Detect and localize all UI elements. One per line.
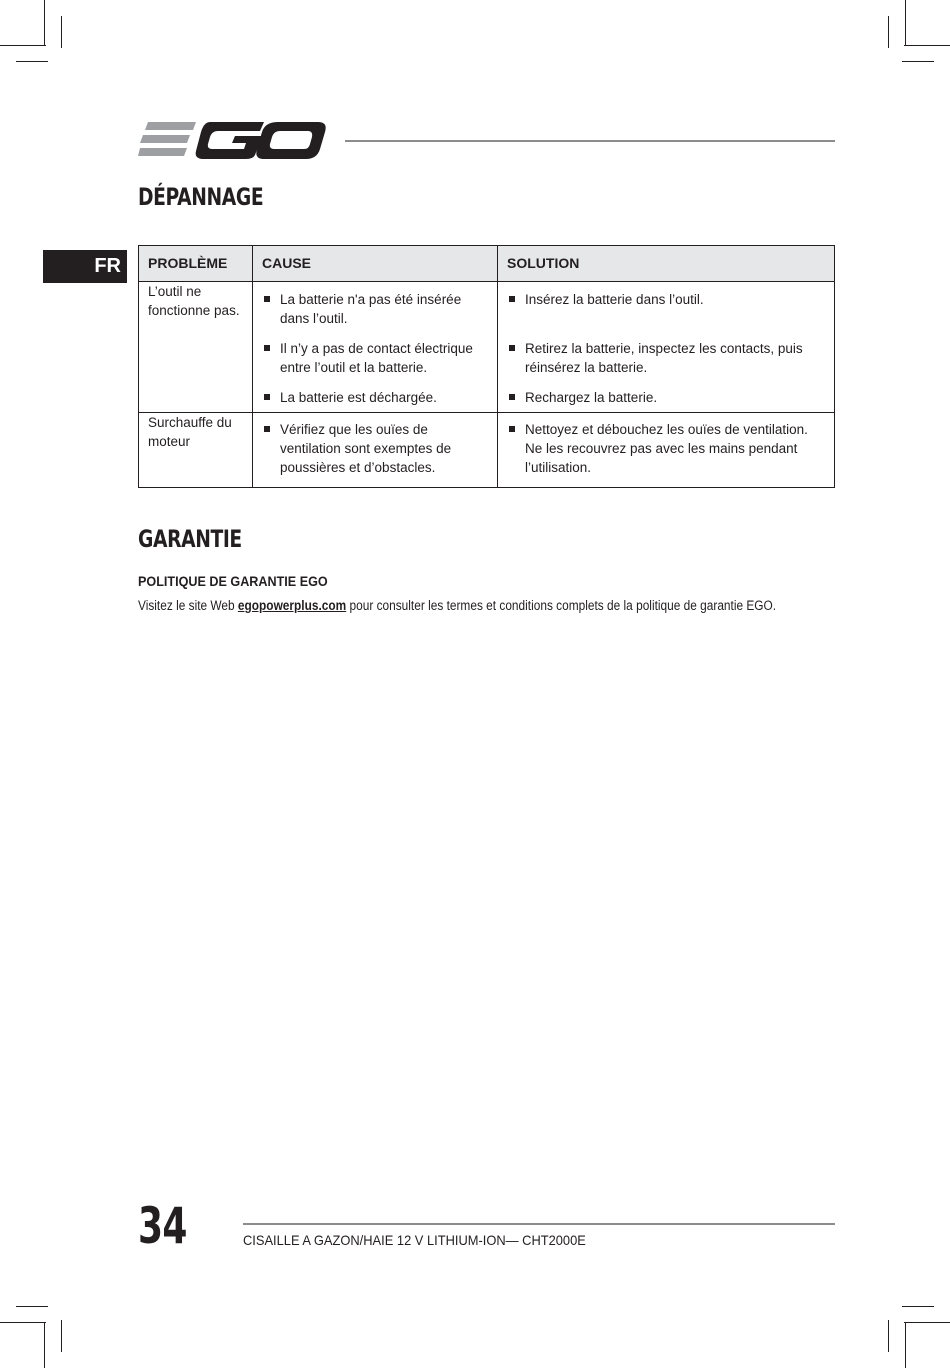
troubleshooting-table bbox=[138, 245, 835, 488]
crop-mark bbox=[904, 45, 950, 46]
crop-mark bbox=[888, 1320, 889, 1352]
crop-mark bbox=[61, 1320, 62, 1352]
cause-cell bbox=[253, 282, 498, 333]
cause-cell bbox=[253, 381, 498, 413]
crop-mark bbox=[61, 16, 62, 48]
problem-cell: Surchauffe du moteur bbox=[139, 413, 253, 488]
table-row bbox=[139, 282, 835, 333]
header-cause: CAUSE bbox=[253, 246, 498, 282]
header-problem: PROBLÈME bbox=[139, 246, 253, 282]
cause-cell bbox=[253, 332, 498, 381]
crop-mark bbox=[902, 1306, 934, 1307]
crop-mark bbox=[0, 45, 46, 46]
table-header-row bbox=[139, 246, 835, 282]
problem-cell: L’outil ne fonctionne pas. bbox=[139, 282, 253, 413]
table-row bbox=[139, 413, 835, 488]
crop-mark bbox=[904, 1322, 950, 1323]
crop-mark bbox=[905, 0, 906, 46]
solution-cell bbox=[498, 332, 835, 381]
header-solution: SOLUTION bbox=[498, 246, 835, 282]
cause-item: Vérifiez que les ouïes de ventilation sont exemptes de poussières et d’obstacles. bbox=[262, 420, 488, 477]
page-number: 34 bbox=[138, 1197, 187, 1255]
solution-cell bbox=[498, 381, 835, 413]
crop-mark bbox=[905, 1322, 906, 1368]
solution-item: Insérez la batterie dans l’outil. bbox=[507, 290, 825, 309]
egopowerplus-link[interactable]: egopowerplus.com bbox=[237, 598, 347, 613]
warranty-text bbox=[138, 598, 776, 613]
warranty-title: GARANTIE bbox=[138, 525, 242, 553]
cause-item: Il n’y a pas de contact électrique entre l’outil et la batterie. bbox=[262, 339, 488, 377]
language-tab: FR bbox=[43, 250, 127, 283]
ego-logo bbox=[138, 118, 328, 162]
footer-rule bbox=[243, 1223, 835, 1225]
crop-mark bbox=[16, 1306, 48, 1307]
solution-item: Nettoyez et débouchez les ouïes de ventilation. Ne les recouvrez pas avec les mains pendant l’utilisation. bbox=[507, 420, 825, 477]
crop-mark bbox=[902, 61, 934, 62]
warranty-text-after: pour consulter les termes et conditions complets de la politique de garantie EGO. bbox=[346, 598, 777, 613]
cause-item: La batterie n'a pas été insérée dans l’outil. bbox=[262, 290, 488, 328]
cause-item: La batterie est déchargée. bbox=[262, 388, 488, 407]
crop-mark bbox=[888, 16, 889, 48]
header-rule bbox=[345, 140, 835, 142]
warranty-text-before: Visitez le site Web bbox=[138, 598, 238, 613]
troubleshooting-title: DÉPANNAGE bbox=[138, 183, 264, 211]
cause-cell bbox=[253, 413, 498, 488]
solution-cell bbox=[498, 413, 835, 488]
solution-item: Retirez la batterie, inspectez les contacts, puis réinsérez la batterie. bbox=[507, 339, 825, 377]
solution-item: Rechargez la batterie. bbox=[507, 388, 825, 407]
crop-mark bbox=[0, 1322, 46, 1323]
solution-cell bbox=[498, 282, 835, 333]
footer-product: CISAILLE A GAZON/HAIE 12 V LITHIUM-ION— CHT2000E bbox=[243, 1232, 586, 1248]
crop-mark bbox=[44, 1322, 45, 1368]
warranty-subtitle: POLITIQUE DE GARANTIE EGO bbox=[138, 573, 328, 589]
crop-mark bbox=[44, 0, 45, 46]
crop-mark bbox=[16, 61, 48, 62]
